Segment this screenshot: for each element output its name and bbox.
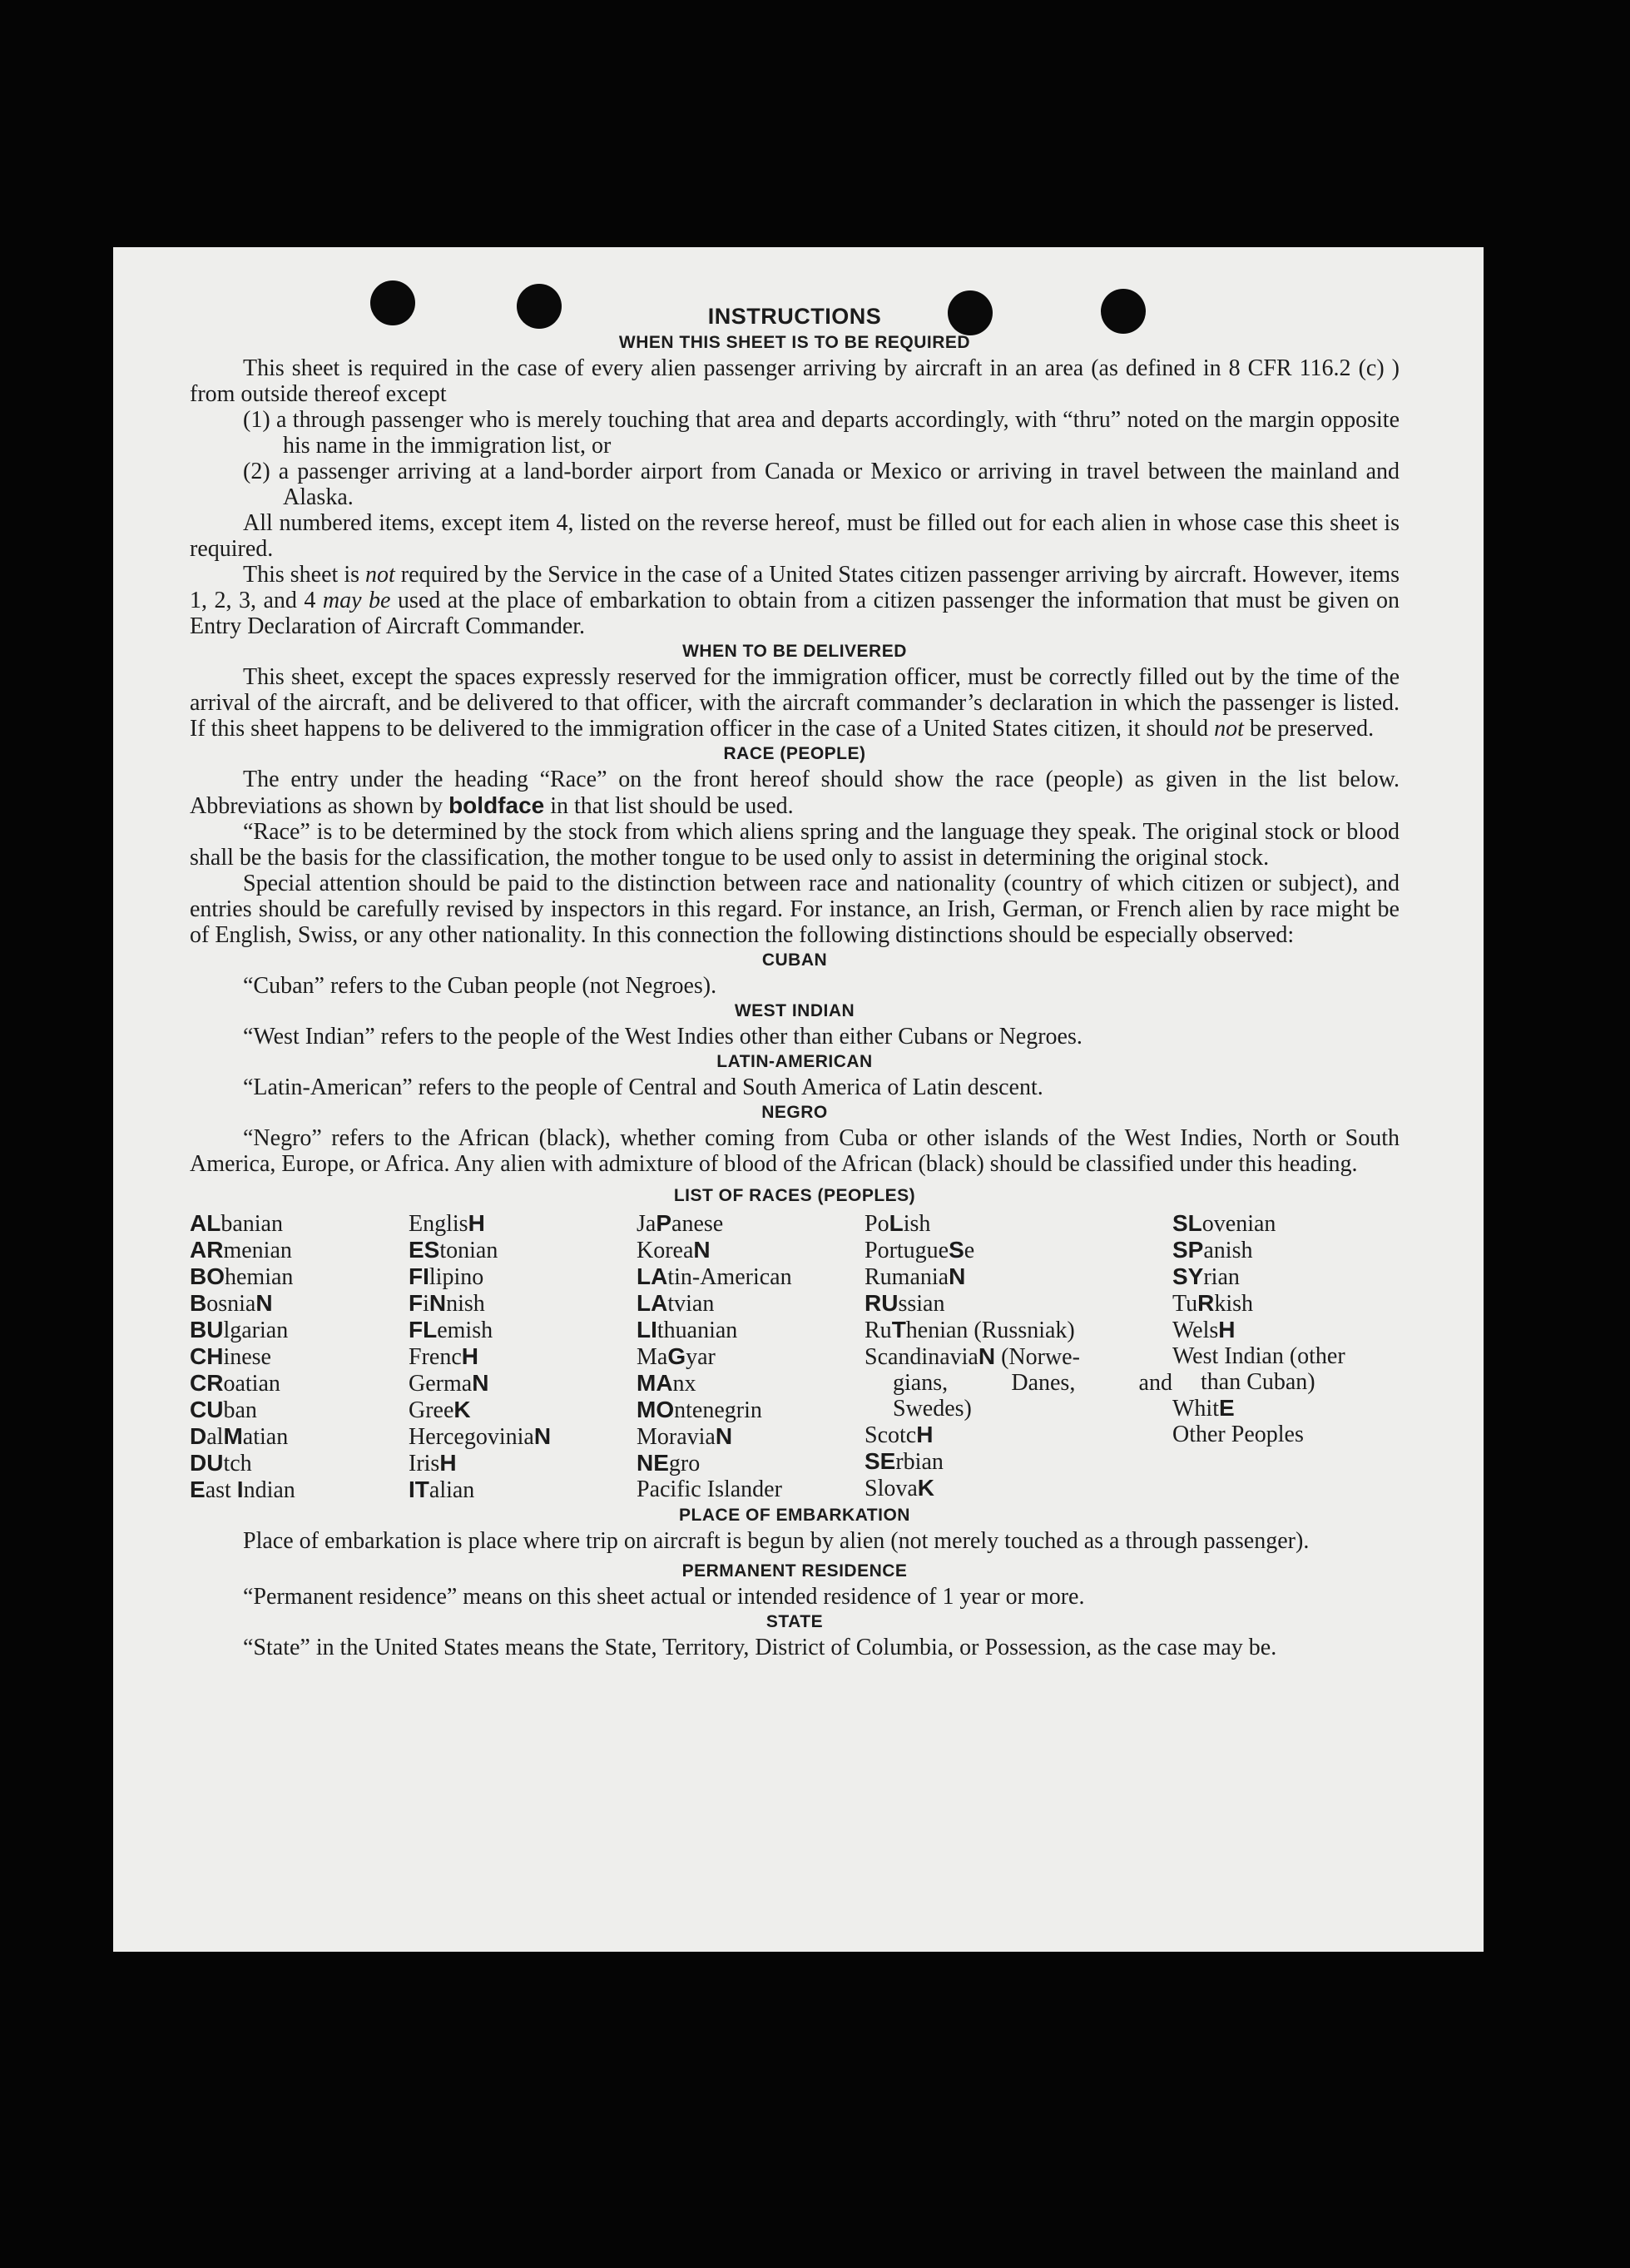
section-heading-place-of-embarkation: PLACE OF EMBARKATION (679, 1506, 910, 1525)
race-list-item: MAnx (637, 1370, 696, 1397)
race-list-item: gians, Danes, and (893, 1370, 1172, 1396)
race-list-item: SPanish (1172, 1237, 1253, 1263)
paragraph: “West Indian” refers to the people of the West Indies other than either Cubans or Negroes. (243, 1024, 1083, 1050)
race-list-item: EStonian (409, 1237, 498, 1263)
instructions-content (190, 302, 1400, 1660)
section-heading-race: RACE (PEOPLE) (723, 744, 866, 763)
race-list-item: ARmenian (190, 1237, 292, 1263)
section-heading-list-of-races: LIST OF RACES (PEOPLES) (673, 1186, 916, 1205)
race-list-item: West Indian (other (1172, 1343, 1345, 1369)
race-list-item: ALbanian (190, 1210, 283, 1237)
race-list-item: BOhemian (190, 1263, 294, 1290)
race-list-item: MOntenegrin (637, 1397, 762, 1423)
paragraph: “State” in the United States means the State, Territory, District of Columbia, or Possession, as the case may be. (243, 1635, 1277, 1660)
race-list-item: FrencH (409, 1343, 478, 1370)
race-list-item: Other Peoples (1172, 1422, 1304, 1447)
paragraph: “Negro” refers to the African (black), whether coming from Cuba or other islands of the West Indies, North or South America, Europe, or Africa. Any alien with admixture of blood of the African (black) should be classified under this heading. (190, 1125, 1400, 1177)
race-list-item: RuThenian (Russniak) (865, 1317, 1075, 1343)
paragraph: “Cuban” refers to the Cuban people (not Negroes). (243, 973, 717, 999)
race-list-item: PortugueSe (865, 1237, 975, 1263)
section-heading-west-indian: WEST INDIAN (734, 1001, 855, 1020)
race-list-item: FLemish (409, 1317, 493, 1343)
race-list-item: SErbian (865, 1448, 944, 1475)
section-heading-latin-american: LATIN-AMERICAN (716, 1052, 873, 1071)
race-column (190, 1210, 409, 1503)
race-list-item: CRoatian (190, 1370, 280, 1397)
race-list-item: HercegoviniaN (409, 1423, 552, 1450)
race-list-item: MoraviaN (637, 1423, 733, 1450)
race-list-item: ScandinaviaN (Norwe- (865, 1343, 1080, 1370)
section-heading-negro: NEGRO (761, 1103, 828, 1122)
race-column (409, 1210, 637, 1503)
race-list-item: Pacific Islander (637, 1476, 782, 1502)
race-list-item: LAtin-American (637, 1263, 792, 1290)
race-list-item: East Indian (190, 1476, 295, 1503)
race-list-item: NEgro (637, 1450, 701, 1476)
race-list-item: SLovenian (1172, 1210, 1276, 1237)
race-list-item: DalMatian (190, 1423, 289, 1450)
race-list-item: JaPanese (637, 1210, 724, 1237)
section-heading-permanent-residence: PERMANENT RESIDENCE (681, 1561, 908, 1581)
paragraph: This sheet is not required by the Service in the case of a United States citizen passenger arriving by aircraft. However, items 1, 2, 3, and 4 may be used at the place of embarkation to obtain from a citizen passenger the information that must be given on Entry Declaration of Aircraft Commander. (190, 562, 1400, 639)
race-list-item: than Cuban) (1201, 1369, 1315, 1395)
paragraph: The entry under the heading “Race” on the front hereof should show the race (people) as given in the list below. Abbreviations as shown by boldface in that list should be used. (190, 767, 1400, 819)
race-list-item: FIlipino (409, 1263, 484, 1290)
race-list-item: TuRkish (1172, 1290, 1254, 1317)
section-heading-when-delivered: WHEN TO BE DELIVERED (682, 642, 907, 661)
race-list (190, 1210, 1400, 1503)
race-list-item: KoreaN (637, 1237, 711, 1263)
race-list-item: GermaN (409, 1370, 489, 1397)
race-list-item: BosniaN (190, 1290, 273, 1317)
exception-item-2: (2) a passenger arriving at a land-border airport from Canada or Mexico or arriving in travel between the mainland and Alaska. (243, 459, 1400, 510)
race-list-item: DUtch (190, 1450, 252, 1476)
race-list-item: RUssian (865, 1290, 945, 1317)
race-list-item: SYrian (1172, 1263, 1240, 1290)
race-list-item: PoLish (865, 1210, 931, 1237)
paragraph: “Race” is to be determined by the stock from which aliens spring and the language they speak. The original stock or blood shall be the basis for the classification, the mother tongue to be used only to assist in determining the original stock. (190, 819, 1400, 871)
race-list-item: SlovaK (865, 1475, 935, 1501)
paragraph: Special attention should be paid to the distinction between race and nationality (country of which citizen or subject), and entries should be carefully revised by inspectors in this regard. For instance, an Irish, German, or French alien by race might be of English, Swiss, or any other nationality. In this connection the following distinctions should be especially observed: (190, 871, 1400, 948)
section-heading-state: STATE (765, 1612, 824, 1631)
race-list-item: LAtvian (637, 1290, 715, 1317)
paragraph: This sheet, except the spaces expressly reserved for the immigration officer, must be correctly filled out by the time of the arrival of the aircraft, and be delivered to that officer, with the aircraft commander’s declaration in which the passenger is listed. If this sheet happens to be delivered to the immigration officer in the case of a United States citizen, it should not be preserved. (190, 664, 1400, 742)
race-column (865, 1210, 1172, 1503)
race-list-item: BUlgarian (190, 1317, 289, 1343)
paragraph: This sheet is required in the case of every alien passenger arriving by aircraft in an area (as defined in 8 CFR 116.2 (c) ) from outside thereof except (190, 355, 1400, 407)
race-column (1172, 1210, 1400, 1503)
race-list-item: WelsH (1172, 1317, 1236, 1343)
paragraph: “Permanent residence” means on this sheet actual or intended residence of 1 year or more. (243, 1584, 1085, 1610)
race-list-item: LIthuanian (637, 1317, 738, 1343)
document-page (113, 247, 1484, 1952)
page-title: INSTRUCTIONS (707, 304, 882, 329)
paragraph: Place of embarkation is place where trip on aircraft is begun by alien (not merely touched as a through passenger). (243, 1528, 1310, 1554)
exception-item-1: (1) a through passenger who is merely touching that area and departs accordingly, with “thru” noted on the margin opposite his name in the immigration list, or (243, 407, 1400, 459)
race-list-item: ITalian (409, 1476, 475, 1503)
race-list-item: ScotcH (865, 1422, 934, 1448)
paragraph: All numbered items, except item 4, listed on the reverse hereof, must be filled out for each alien in whose case this sheet is required. (190, 510, 1400, 562)
section-heading-when-required: WHEN THIS SHEET IS TO BE REQUIRED (618, 333, 971, 352)
race-list-item: IrisH (409, 1450, 457, 1476)
race-list-item: RumaniaN (865, 1263, 966, 1290)
race-list-item: CHinese (190, 1343, 271, 1370)
race-list-item: EnglisH (409, 1210, 485, 1237)
race-list-item: GreeK (409, 1397, 471, 1423)
paragraph: “Latin-American” refers to the people of Central and South America of Latin descent. (243, 1074, 1043, 1100)
race-list-item: MaGyar (637, 1343, 716, 1370)
race-column (637, 1210, 865, 1503)
race-list-item: Swedes) (893, 1396, 972, 1422)
race-list-item: WhitE (1172, 1395, 1235, 1422)
section-heading-cuban: CUBAN (761, 950, 828, 970)
race-list-item: FiNnish (409, 1290, 485, 1317)
race-list-item: CUban (190, 1397, 257, 1423)
